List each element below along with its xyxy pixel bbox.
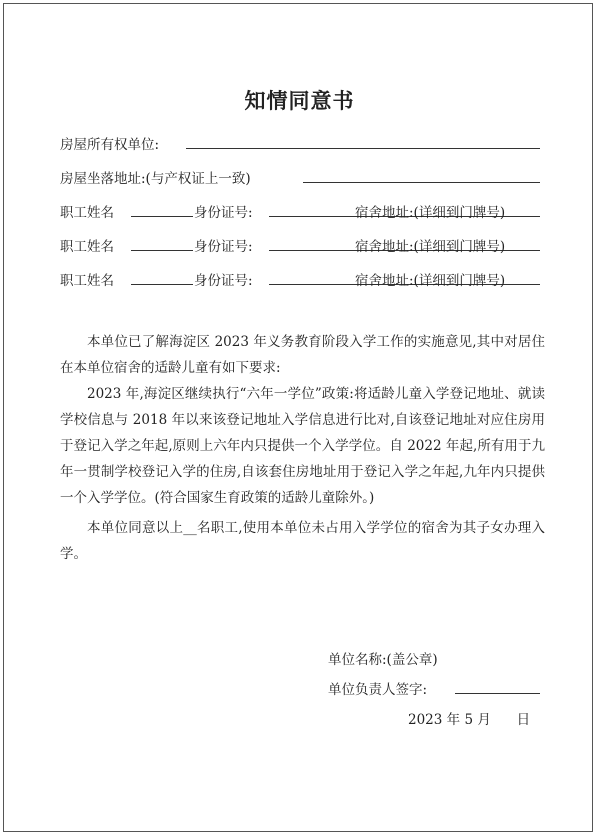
body-text xyxy=(60,329,545,567)
date-line: 2023 年 5 月 日 xyxy=(408,712,531,728)
unit-name-label: 单位名称:(盖公章) xyxy=(328,652,438,668)
owner-label: 房屋所有权单位: xyxy=(60,137,160,153)
dorm-address-label: 宿舍地址:(详细到门牌号) xyxy=(355,239,506,255)
dorm-address-label: 宿舍地址:(详细到门牌号) xyxy=(355,273,506,289)
employee-name-label: 职工姓名 xyxy=(60,205,114,221)
address-blank[interactable] xyxy=(303,182,540,183)
responsible-signature-label: 单位负责人签字: xyxy=(328,682,428,698)
dorm-address-label: 宿舍地址:(详细到门牌号) xyxy=(355,205,506,221)
owner-blank[interactable] xyxy=(186,148,540,149)
employee-id-label: 身份证号: xyxy=(194,273,253,289)
document-title: 知情同意书 xyxy=(244,88,355,113)
paragraph-consent: 本单位同意以上__名职工,使用本单位未占用入学学位的宿舍为其子女办理入学。 xyxy=(60,520,545,562)
employee-id-label: 身份证号: xyxy=(194,239,253,255)
employee-name-blank[interactable] xyxy=(131,284,193,285)
paragraph-policy: 2023 年,海淀区继续执行“六年一学位”政策:将适龄儿童入学登记地址、就读学校信息与 2018 年以来该登记地址入学信息进行比对,自该登记地址对应住房用于登记入学之年起,原则上六年内只提供一个入学学位。自 2022 年起,所有用于九年一贯制学校登记入学的住房,自该套住房地址用于登记入学之年起,九年内只提供一个入学学位。(符合国家生育政策的适龄儿童除外。) xyxy=(60,386,545,506)
employee-name-label: 职工姓名 xyxy=(60,239,114,255)
paragraph-intro: 本单位已了解海淀区 2023 年义务教育阶段入学工作的实施意见,其中对居住在本单位宿舍的适龄儿童有如下要求: xyxy=(60,334,545,376)
employee-name-blank[interactable] xyxy=(131,250,193,251)
signature-blank[interactable] xyxy=(455,693,540,694)
employee-id-label: 身份证号: xyxy=(194,205,253,221)
employee-name-blank[interactable] xyxy=(131,216,193,217)
employee-name-label: 职工姓名 xyxy=(60,273,114,289)
address-label: 房屋坐落地址:(与产权证上一致) xyxy=(60,171,251,187)
